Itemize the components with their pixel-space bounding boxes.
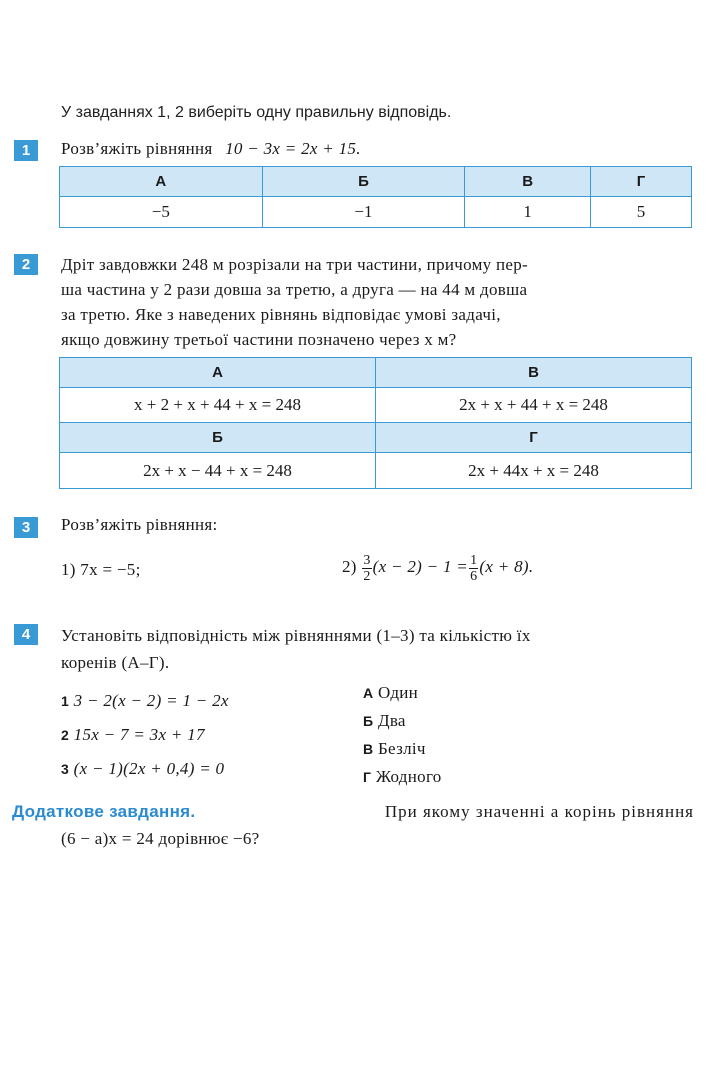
task-3-text: Розв’яжіть рівняння: [61, 515, 218, 534]
task-1-header-g: Г [590, 167, 691, 197]
extra-task-line-1 [12, 798, 694, 825]
task-4-equations [61, 684, 229, 786]
task-3-number: 3 [14, 517, 38, 538]
equation-text: 3 − 2(x − 2) = 1 − 2x [73, 691, 229, 710]
task-1-answer-g: 5 [590, 197, 691, 228]
task-2-header-a: А [60, 358, 376, 388]
task-2-line: за третю. Яке з наведених рівнянь відповідає умові задачі, [61, 305, 501, 324]
task-2-header-v: В [376, 358, 692, 388]
fraction-three-halves [362, 553, 371, 584]
task-4-line: коренів (А–Г). [61, 653, 170, 672]
task-1-answer-v: 1 [465, 197, 591, 228]
answer-text: Один [377, 683, 419, 702]
equation-number: 3 [61, 761, 70, 777]
task-2-option-a: x + 2 + x + 44 + x = 248 [60, 388, 376, 423]
extra-task-line-2: (6 − a)x = 24 дорівнює −6? [61, 829, 260, 848]
task-3-eq2-prefix: 2) [342, 557, 357, 576]
task-2-header-b: Б [60, 423, 376, 453]
task-4-answer-b [363, 707, 442, 735]
equation-number: 2 [61, 727, 70, 743]
equation-text: (x − 1)(2x + 0,4) = 0 [73, 759, 225, 778]
fraction-numerator: 3 [363, 552, 371, 568]
answer-text: Безліч [377, 739, 426, 758]
task-4-answer-g [363, 763, 442, 791]
task-2-option-b: 2x + x − 44 + x = 248 [60, 453, 376, 489]
task-2-line: Дріт завдовжки 248 м розрізали на три частини, причому пер- [61, 255, 529, 274]
task-4-answer-a [363, 679, 442, 707]
equation-number: 1 [61, 693, 70, 709]
equation-text: 15x − 7 = 3x + 17 [73, 725, 205, 744]
extra-task-label: Додаткове завдання. [12, 802, 196, 821]
fraction-denominator: 2 [363, 568, 371, 584]
instructions: У завданнях 1, 2 виберіть одну правильну відповідь. [61, 104, 452, 121]
task-2-option-v: 2x + x + 44 + x = 248 [376, 388, 692, 423]
task-2-option-g: 2x + 44x + x = 248 [376, 453, 692, 489]
task-1-prompt: Розв’яжіть рівняння [61, 139, 213, 158]
extra-task-text: При якому значенні a корінь рівняння [384, 802, 694, 821]
task-4-text [61, 622, 531, 676]
fraction-one-sixth [469, 553, 478, 584]
task-2-answer-table [59, 357, 692, 489]
answer-letter: А [363, 685, 374, 701]
answer-letter: Б [363, 713, 374, 729]
task-4-answers [363, 679, 442, 791]
task-2-number: 2 [14, 254, 38, 275]
answer-text: Два [377, 711, 406, 730]
task-1-text [61, 139, 361, 159]
task-3-eq2-end: (x + 8). [479, 557, 534, 576]
answer-text: Жодного [375, 767, 442, 786]
task-1-header-v: В [465, 167, 591, 197]
task-4-equation-2 [61, 718, 229, 752]
task-1-header-a: А [60, 167, 263, 197]
task-1-number: 1 [14, 140, 38, 161]
task-2-text [61, 252, 693, 352]
task-4-equation-3 [61, 752, 229, 786]
task-4-answer-v [363, 735, 442, 763]
extra-task [12, 798, 694, 852]
task-1-answer-table [59, 166, 692, 228]
answer-letter: В [363, 741, 374, 757]
task-1-answer-b: −1 [262, 197, 465, 228]
task-3-eq2-middle: (x − 2) − 1 = [372, 557, 469, 576]
fraction-denominator: 6 [470, 568, 478, 584]
fraction-numerator: 1 [470, 552, 478, 568]
task-3-equation-2 [342, 547, 533, 587]
task-3-equation-1: 1) 7x = −5; [61, 560, 141, 579]
task-1-equation: 10 − 3x = 2x + 15. [225, 139, 361, 158]
task-1-header-b: Б [262, 167, 465, 197]
task-2-line: якщо довжину третьої частини позначено через x м? [61, 330, 457, 349]
answer-letter: Г [363, 769, 372, 785]
task-2-line: ша частина у 2 рази довша за третю, а друга — на 44 м довша [61, 280, 528, 299]
task-4-line: Установіть відповідність між рівняннями (1–3) та кількістю їх [61, 626, 531, 645]
task-4-number: 4 [14, 624, 38, 645]
task-4-equation-1 [61, 684, 229, 718]
task-2-header-g: Г [376, 423, 692, 453]
task-1-answer-a: −5 [60, 197, 263, 228]
